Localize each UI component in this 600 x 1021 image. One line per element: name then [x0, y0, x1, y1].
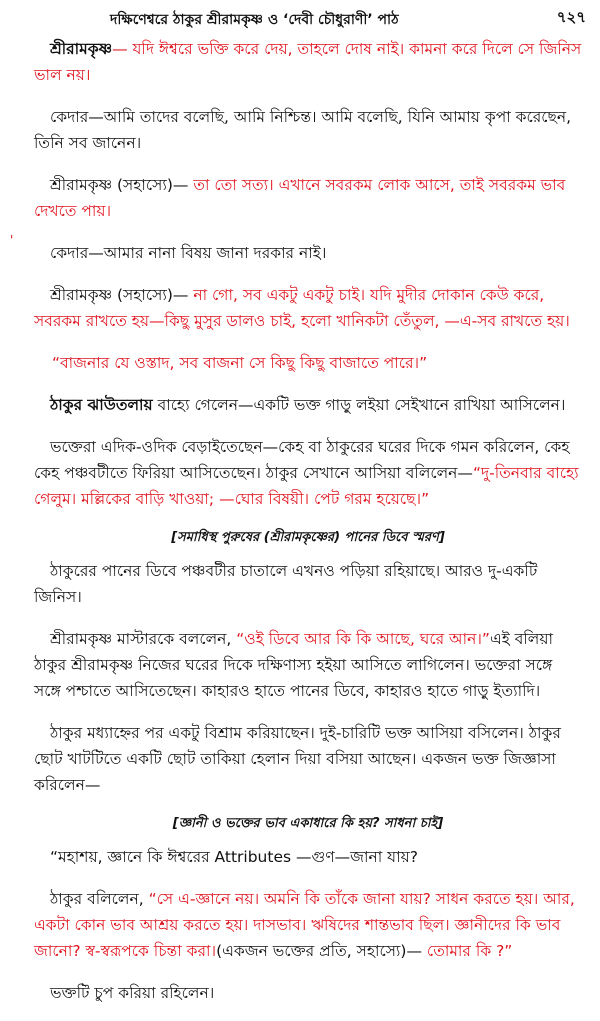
quote-text: — যদি ঈশ্বরে ভক্তি করে দেয়, তাহলে দোষ নাই। কামনা করে দিলে সে জিনিস ভাল নয়।	[34, 40, 582, 84]
narration-text: এই বলিয়া ঠাকুর শ্রীরামকৃষ্ণ নিজের ঘরের দিকে দক্ষিণাস্য হইয়া আসিতে লাগিলেন। ভক্তেরা সঙ্গে সঙ্গে পশ্চাতে আসিতেছেন। কাহারও হাতে পানের ডিবে, কাহারও হাতে গাড়ু ইত্যাদি।	[34, 630, 553, 700]
paragraph-5	[34, 282, 582, 334]
quote-text: “ওই ডিবে আর কি কি আছে, ঘরে আন।”	[236, 630, 490, 648]
quote-text: না গো, সব একটু একটু চাই। যদি মুদীর দোকান কেউ করে, সবরকম রাখতে হয়—কিছু মুসুর ডালও চাই, হলো খানিকটা তেঁতুল, —এ-সব রাখতে হয়।	[34, 286, 570, 330]
page-header	[0, 4, 600, 30]
paragraph-7	[34, 392, 582, 418]
page-body	[34, 36, 582, 1006]
section-heading-2: [জ্ঞানী ও ভক্তের ভাব একাধারে কি হয়? সাধনা চাই]	[172, 816, 444, 831]
paragraph-8	[34, 434, 582, 512]
paragraph-3	[34, 172, 582, 224]
speaker-name: শ্রীরামকৃষ্ণ	[50, 40, 113, 58]
paragraph-12: “মহাশয়, জ্ঞানে কি ঈশ্বরের Attributes —গুণ—জানা যায়?	[50, 848, 418, 866]
paragraph-1	[34, 36, 582, 88]
running-title: দক্ষিণেশ্বরে ঠাকুর শ্রীরামকৃষ্ণ ও ‘দেবী চৌধুরাণী’ পাঠ	[110, 12, 399, 28]
narration-text: (একজন ভক্তের প্রতি, সহাস্যে)—	[216, 942, 422, 960]
paragraph-13	[34, 886, 582, 964]
narration-text: ভক্তেরা এদিক-ওদিক বেড়াইতেছেন—কেহ বা ঠাকুরের ঘরের দিকে গমন করিলেন, কেহ কেহ পঞ্চবটীতে ফিরিয়া আসিতেছেন। ঠাকুর সেখানে আসিয়া বলিলেন—	[34, 438, 570, 482]
speaker-name: শ্রীরামকৃষ্ণ (সহাস্যে)—	[50, 286, 189, 304]
quote-text: তা তো সত্য। এখানে সবরকম লোক আসে, তাই সবরকম ভাব দেখতে পায়।	[34, 176, 566, 220]
section-heading-1: [সমাধিস্থ পুরুষের (শ্রীরামকৃষ্ণের) পানের ডিবে স্মরণ]	[171, 530, 445, 545]
quote-text: তোমার কি ?”	[421, 942, 513, 960]
paragraph-9: ঠাকুরের পানের ডিবে পঞ্চবটীর চাতালে এখনও পড়িয়া রহিয়াছে। আরও দু-একটি জিনিস।	[34, 562, 538, 606]
narration-text: শ্রীরামকৃষ্ণ মাস্টারকে বললেন,	[50, 630, 237, 648]
narration-text: বাহ্যে গেলেন—একটি ভক্ত গাড়ু লইয়া সেইখানে রাখিয়া আসিলেন।	[152, 396, 566, 414]
paragraph-4: কেদার—আমার নানা বিষয় জানা দরকার নাই।	[50, 244, 327, 262]
bold-phrase: ঠাকুর ঝাউতলায়	[50, 396, 153, 414]
quote-text: “দু-তিনবার বাহ্যে গেলুম। মল্লিকের বাড়ি খাওয়া; —ঘোর বিষয়ী। পেট গরম হয়েছে।”	[34, 464, 579, 508]
narration-text: ঠাকুর বলিলেন,	[50, 890, 149, 908]
paragraph-14: ভক্তটি চুপ করিয়া রহিলেন।	[50, 984, 215, 1002]
paragraph-11: ঠাকুর মধ্যাহ্নের পর একটু বিশ্রাম করিয়াছেন। দুই-চারিটি ভক্ত আসিয়া বসিলেন। ঠাকুর ছোট খাটটিতে একটি ছোট তাকিয়া হেলান দিয়া বসিয়া আছেন। একজন ভক্ত জিজ্ঞাসা করিলেন—	[34, 724, 561, 794]
paragraph-10	[34, 626, 582, 704]
paragraph-6: “বাজনার যে ওস্তাদ, সব বাজনা সে কিছু কিছু বাজাতে পারে।”	[52, 354, 428, 372]
margin-mark: '	[10, 233, 14, 247]
page-number: ৭২৭	[556, 8, 586, 26]
speaker-name: শ্রীরামকৃষ্ণ (সহাস্যে)—	[50, 176, 189, 194]
paragraph-2: কেদার—আমি তাদের বলেছি, আমি নিশ্চিন্ত। আমি বলেছি, যিনি আমায় কৃপা করেছেন, তিনি সব জানেন।	[34, 108, 572, 152]
quote-text: “সে এ-জ্ঞানে নয়। অমনি কি তাঁকে জানা যায়? সাধন করতে হয়। আর, একটা কোন ভাব আশ্রয় করতে হয়। দাসভাব। ঋষিদের শান্তভাব ছিল। জ্ঞানীদের কি ভাব জানো? স্ব-স্বরূপকে চিন্তা করা।	[34, 890, 575, 960]
